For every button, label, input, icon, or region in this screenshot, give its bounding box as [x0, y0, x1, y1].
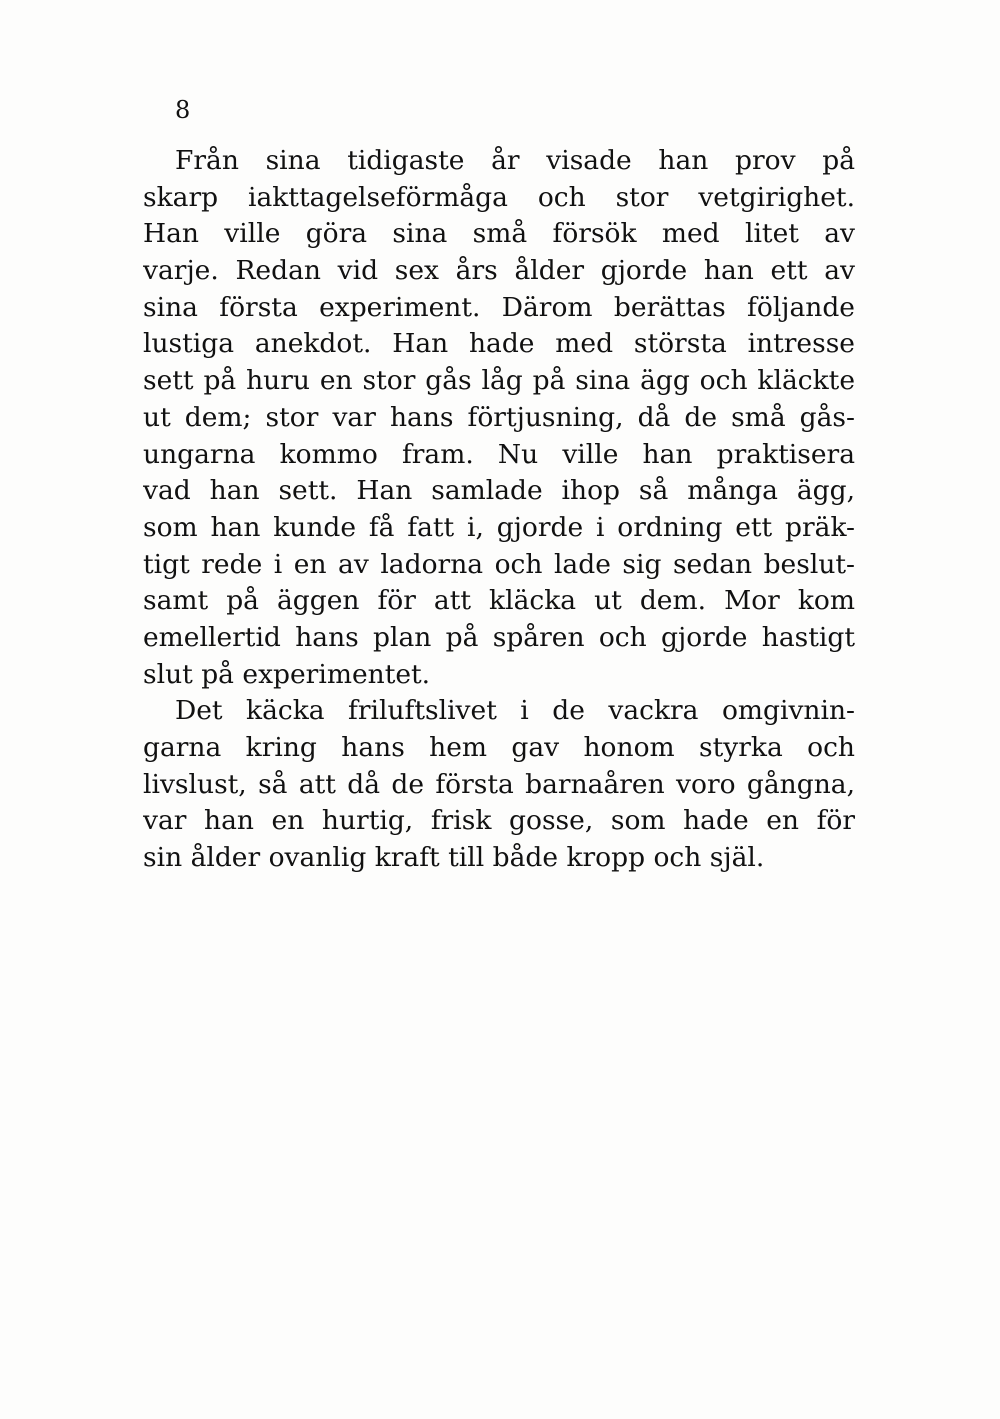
- text-line: var han en hurtig, frisk gosse, som hade en för: [143, 805, 855, 837]
- text-line: samt på äggen för att kläcka ut dem. Mor kom: [143, 585, 855, 617]
- text-line: lustiga anekdot. Han hade med största intresse: [143, 328, 855, 360]
- page-number: 8: [175, 96, 191, 124]
- text-line: emellertid hans plan på spåren och gjorde hastigt: [143, 621, 855, 653]
- text-line: ut dem; stor var hans förtjusning, då de små gås-: [143, 401, 855, 433]
- text-line: garna kring hans hem gav honom styrka och: [143, 732, 855, 763]
- text-line: livslust, så att då de första barnaåren voro gångna,: [143, 768, 855, 800]
- text-line: sin ålder ovanlig kraft till både kropp och själ.: [143, 842, 765, 874]
- text-line: ungarna kommo fram. Nu ville han praktisera: [143, 438, 855, 470]
- text-line: sina första experiment. Därom berättas följande: [143, 291, 855, 323]
- text-line: skarp iakttagelseförmåga och stor vetgirighet.: [143, 181, 855, 213]
- body-text: [143, 143, 855, 877]
- text-line: tigt rede i en av ladorna och lade sig sedan beslut-: [143, 548, 855, 580]
- paragraph-1: [143, 143, 855, 693]
- text-line: slut på experimentet.: [143, 658, 431, 690]
- text-line: Det käcka friluftslivet i de vackra omgivnin-: [175, 695, 855, 727]
- text-line: Han ville göra sina små försök med litet av: [143, 218, 855, 250]
- text-line: som han kunde få fatt i, gjorde i ordning ett präk-: [143, 511, 855, 543]
- text-line: Från sina tidigaste år visade han prov på: [175, 145, 855, 176]
- text-line: sett på huru en stor gås låg på sina ägg och kläckte: [143, 365, 855, 397]
- paragraph-2: [143, 693, 855, 876]
- text-line: varje. Redan vid sex års ålder gjorde han ett av: [143, 255, 855, 287]
- text-line: vad han sett. Han samlade ihop så många ägg,: [143, 475, 855, 507]
